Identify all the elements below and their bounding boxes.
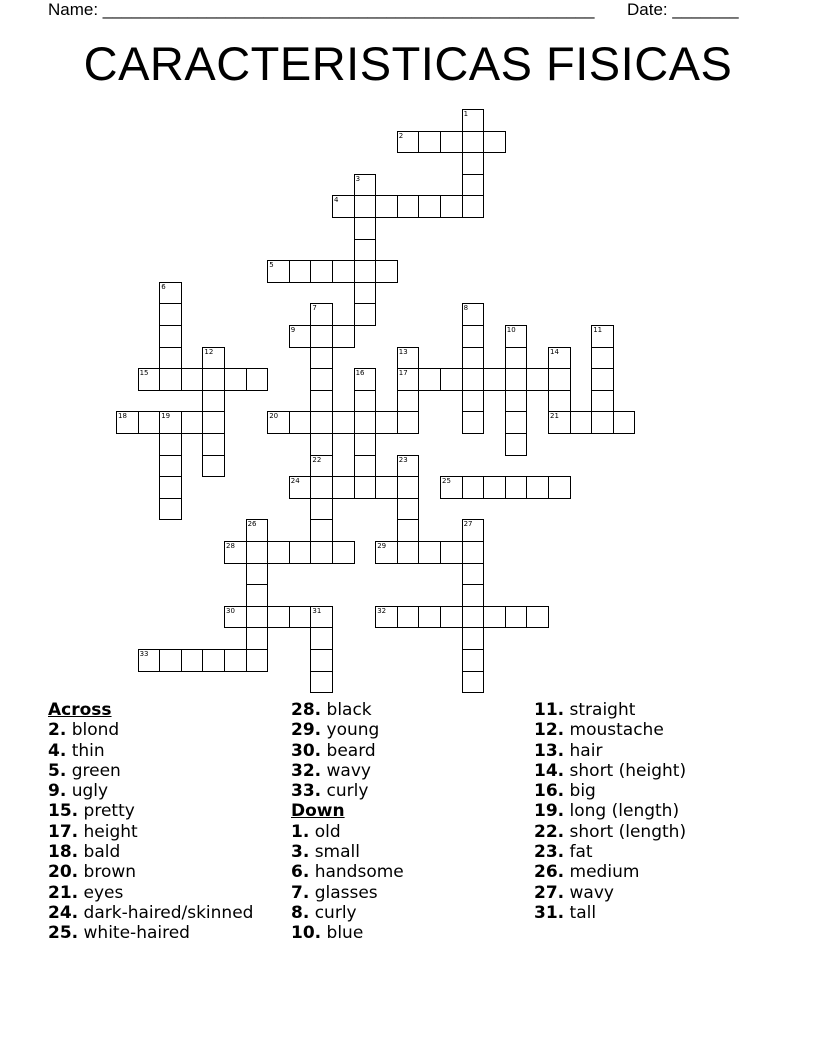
- grid-cell[interactable]: [440, 606, 463, 629]
- clue-number: 28: [226, 542, 235, 550]
- clue-number: 20: [269, 412, 279, 421]
- grid-cell[interactable]: [354, 476, 377, 499]
- grid-cell[interactable]: [462, 152, 485, 175]
- grid-cell[interactable]: [246, 541, 269, 564]
- grid-cell[interactable]: [462, 627, 485, 650]
- clue-down-31: 31. tall: [534, 902, 597, 923]
- grid-cell[interactable]: [202, 368, 225, 391]
- clue-across-2: 2. blond: [48, 720, 120, 741]
- grid-cell[interactable]: [418, 195, 441, 218]
- grid-cell[interactable]: [505, 433, 528, 456]
- clue-number: 17: [398, 369, 408, 378]
- clue-number: 26: [247, 520, 257, 529]
- grid-cell[interactable]: [354, 260, 377, 283]
- grid-cell[interactable]: [310, 606, 333, 629]
- clue-down-19: 19. long (length): [534, 801, 680, 822]
- grid-cell[interactable]: [526, 368, 549, 391]
- grid-cell[interactable]: [310, 455, 333, 478]
- clue-number: 9: [290, 326, 296, 334]
- clue-down-8: 8. curly: [291, 902, 357, 923]
- grid-cell[interactable]: [462, 563, 485, 586]
- clue-down-6: 6. handsome: [291, 862, 404, 883]
- grid-cell[interactable]: [591, 325, 614, 348]
- clue-column-3: [534, 700, 686, 923]
- grid-cell[interactable]: [440, 476, 463, 499]
- grid-cell[interactable]: [548, 411, 571, 434]
- grid-cell[interactable]: [202, 390, 225, 413]
- clue-number: 21: [550, 412, 559, 421]
- grid-cell[interactable]: [397, 411, 420, 434]
- clue-across-21: 21. eyes: [48, 882, 124, 903]
- grid-cell[interactable]: [375, 476, 398, 499]
- grid-cell[interactable]: [462, 131, 485, 154]
- grid-cell[interactable]: [310, 433, 333, 456]
- grid-cell[interactable]: [462, 606, 485, 629]
- grid-cell[interactable]: [505, 390, 528, 413]
- name-line: Name: ____________________________________________________: [48, 0, 595, 19]
- grid-cell[interactable]: [375, 606, 398, 629]
- clue-number: 8: [463, 304, 469, 313]
- grid-cell[interactable]: [310, 368, 333, 391]
- grid-cell[interactable]: [224, 368, 247, 391]
- grid-cell[interactable]: [159, 282, 182, 305]
- clue-across-17: 17. height: [48, 821, 138, 842]
- grid-cell[interactable]: [440, 368, 463, 391]
- grid-cell[interactable]: [354, 239, 377, 262]
- grid-cell[interactable]: [267, 606, 290, 629]
- grid-cell[interactable]: [591, 368, 614, 391]
- grid-cell[interactable]: [310, 498, 333, 521]
- grid-cell[interactable]: [397, 195, 420, 218]
- grid-cell[interactable]: [397, 368, 420, 391]
- grid-cell[interactable]: [526, 606, 549, 629]
- grid-cell[interactable]: [462, 476, 485, 499]
- grid-cell[interactable]: [462, 390, 485, 413]
- clue-number: 6: [161, 282, 166, 291]
- grid-cell[interactable]: [138, 411, 161, 434]
- grid-cell[interactable]: [505, 606, 528, 629]
- grid-cell[interactable]: [375, 195, 398, 218]
- grid-cell[interactable]: [462, 519, 485, 542]
- clue-number: 7: [312, 304, 317, 313]
- grid-cell[interactable]: [440, 131, 463, 154]
- across-heading: Across: [48, 700, 112, 720]
- grid-cell[interactable]: [354, 455, 377, 478]
- grid-cell[interactable]: [332, 411, 355, 434]
- clue-across-29: 29. young: [291, 720, 380, 741]
- clue-across-5: 5. green: [48, 760, 121, 781]
- grid-cell[interactable]: [246, 519, 269, 542]
- grid-cell[interactable]: [159, 649, 182, 672]
- grid-cell[interactable]: [418, 541, 441, 564]
- grid-cell[interactable]: [397, 541, 420, 564]
- grid-cell[interactable]: [483, 476, 506, 499]
- grid-cell[interactable]: [397, 347, 420, 370]
- grid-cell[interactable]: [332, 195, 355, 218]
- clue-number: 31: [312, 606, 322, 615]
- clue-across-28: 28. black: [291, 700, 372, 720]
- grid-cell[interactable]: [159, 476, 182, 499]
- grid-cell[interactable]: [181, 649, 204, 672]
- clue-down-11: 11. straight: [534, 700, 636, 720]
- grid-cell[interactable]: [202, 455, 225, 478]
- grid-cell[interactable]: [159, 368, 182, 391]
- grid-cell[interactable]: [246, 563, 269, 586]
- clue-across-15: 15. pretty: [48, 801, 135, 822]
- clue-column-1: [48, 700, 253, 944]
- clue-down-12: 12. moustache: [534, 720, 664, 741]
- grid-cell[interactable]: [310, 519, 333, 542]
- clue-across-32: 32. wavy: [291, 760, 371, 781]
- clue-number: 30: [226, 606, 235, 615]
- clue-number: 4: [334, 196, 339, 205]
- grid-cell[interactable]: [159, 455, 182, 478]
- grid-cell[interactable]: [181, 411, 204, 434]
- grid-cell[interactable]: [462, 174, 485, 197]
- grid-cell[interactable]: [332, 541, 355, 564]
- grid-cell[interactable]: [375, 260, 398, 283]
- grid-cell[interactable]: [505, 325, 528, 348]
- grid-cell[interactable]: [354, 174, 377, 197]
- clue-number: 15: [139, 369, 149, 378]
- clue-number: 32: [377, 606, 387, 615]
- grid-cell[interactable]: [505, 347, 528, 370]
- clue-down-7: 7. glasses: [291, 882, 378, 903]
- grid-cell[interactable]: [310, 390, 333, 413]
- grid-cell[interactable]: [483, 131, 506, 154]
- grid-cell[interactable]: [397, 498, 420, 521]
- grid-cell[interactable]: [462, 541, 485, 564]
- clue-down-27: 27. wavy: [534, 882, 614, 903]
- grid-cell[interactable]: [591, 411, 614, 434]
- clue-number: 11: [593, 326, 603, 334]
- grid-cell[interactable]: [505, 411, 528, 434]
- grid-cell[interactable]: [548, 368, 571, 391]
- clue-across-18: 18. bald: [48, 842, 121, 863]
- clue-number: 19: [161, 412, 171, 421]
- grid-cell[interactable]: [440, 541, 463, 564]
- grid-cell[interactable]: [462, 584, 485, 607]
- clue-number: 18: [118, 412, 127, 421]
- grid-cell[interactable]: [397, 476, 420, 499]
- grid-cell[interactable]: [462, 649, 485, 672]
- grid-cell[interactable]: [289, 476, 312, 499]
- grid-cell[interactable]: [310, 671, 333, 694]
- grid-cell[interactable]: [332, 476, 355, 499]
- clue-down-3: 3. small: [291, 842, 360, 863]
- clue-number: 16: [355, 369, 365, 378]
- grid-cell[interactable]: [202, 411, 225, 434]
- grid-cell[interactable]: [375, 541, 398, 564]
- clue-number: 5: [269, 261, 274, 270]
- grid-cell[interactable]: [310, 627, 333, 650]
- grid-cell[interactable]: [462, 411, 485, 434]
- clue-column-2: [291, 700, 404, 944]
- date-line: Date: _______: [627, 0, 739, 19]
- grid-cell[interactable]: [289, 606, 312, 629]
- grid-cell[interactable]: [246, 584, 269, 607]
- grid-cell[interactable]: [462, 303, 485, 326]
- grid-cell[interactable]: [202, 433, 225, 456]
- clue-across-25: 25. white-haired: [48, 923, 190, 944]
- clue-down-23: 23. fat: [534, 842, 593, 863]
- grid-cell[interactable]: [354, 368, 377, 391]
- grid-cell[interactable]: [310, 260, 333, 283]
- grid-cell[interactable]: [310, 347, 333, 370]
- page-title: CARACTERISTICAS FISICAS: [83, 37, 733, 90]
- grid-cell[interactable]: [310, 303, 333, 326]
- grid-cell[interactable]: [310, 541, 333, 564]
- grid-cell[interactable]: [267, 541, 290, 564]
- grid-cell[interactable]: [246, 649, 269, 672]
- grid-cell[interactable]: [310, 649, 333, 672]
- grid-cell[interactable]: [462, 195, 485, 218]
- grid-cell[interactable]: [246, 368, 269, 391]
- down-heading: Down: [291, 801, 345, 822]
- grid-cell[interactable]: [289, 541, 312, 564]
- clue-number: 23: [398, 455, 408, 464]
- grid-cell[interactable]: [267, 260, 290, 283]
- grid-cell[interactable]: [159, 411, 182, 434]
- grid-cell[interactable]: [289, 411, 312, 434]
- clue-across-4: 4. thin: [48, 740, 105, 761]
- clue-down-14: 14. short (height): [534, 760, 687, 781]
- grid-cell[interactable]: [397, 519, 420, 542]
- grid-cell[interactable]: [526, 476, 549, 499]
- grid-cell[interactable]: [289, 260, 312, 283]
- grid-cell[interactable]: [246, 606, 269, 629]
- clue-down-13: 13. hair: [534, 740, 603, 761]
- grid-cell[interactable]: [246, 627, 269, 650]
- grid-cell[interactable]: [483, 606, 506, 629]
- grid-cell[interactable]: [159, 433, 182, 456]
- grid-cell[interactable]: [332, 325, 355, 348]
- clue-down-26: 26. medium: [534, 862, 640, 883]
- grid-cell[interactable]: [224, 541, 247, 564]
- grid-cell[interactable]: [224, 649, 247, 672]
- grid-cell[interactable]: [354, 303, 377, 326]
- clue-number: 24: [290, 477, 300, 486]
- grid-cell[interactable]: [591, 390, 614, 413]
- grid-cell[interactable]: [483, 368, 506, 391]
- clue-number: 25: [442, 477, 451, 486]
- grid-cell[interactable]: [354, 282, 377, 305]
- grid-cell[interactable]: [418, 606, 441, 629]
- clue-number: 3: [355, 174, 361, 183]
- grid-cell[interactable]: [570, 411, 593, 434]
- grid-cell[interactable]: [116, 411, 139, 434]
- grid-cell[interactable]: [548, 390, 571, 413]
- clue-across-24: 24. dark-haired/skinned: [48, 902, 254, 923]
- grid-cell[interactable]: [159, 325, 182, 348]
- grid-cell[interactable]: [462, 109, 485, 132]
- grid-cell[interactable]: [613, 411, 636, 434]
- clue-number: 13: [398, 347, 408, 356]
- grid-cell[interactable]: [397, 131, 420, 154]
- clue-number: 14: [550, 347, 559, 356]
- grid-cell[interactable]: [310, 325, 333, 348]
- clue-number: 29: [377, 542, 387, 550]
- clue-across-30: 30. beard: [291, 740, 376, 761]
- clue-number: 1: [463, 110, 469, 118]
- grid-cell[interactable]: [354, 217, 377, 240]
- grid-cell[interactable]: [224, 606, 247, 629]
- grid-cell[interactable]: [505, 476, 528, 499]
- grid-cell[interactable]: [375, 411, 398, 434]
- grid-cell[interactable]: [440, 195, 463, 218]
- clue-number: 27: [463, 520, 473, 529]
- grid-cell[interactable]: [418, 368, 441, 391]
- grid-cell[interactable]: [310, 476, 333, 499]
- grid-cell[interactable]: [267, 411, 290, 434]
- grid-cell[interactable]: [462, 368, 485, 391]
- clue-number: 2: [398, 131, 404, 140]
- grid-cell[interactable]: [159, 498, 182, 521]
- clue-number: 22: [312, 455, 322, 464]
- grid-cell[interactable]: [332, 260, 355, 283]
- grid-cell[interactable]: [397, 390, 420, 413]
- grid-cell[interactable]: [462, 325, 485, 348]
- clue-down-1: 1. old: [291, 821, 341, 842]
- grid-cell[interactable]: [289, 325, 312, 348]
- clue-down-10: 10. blue: [291, 923, 364, 944]
- grid-cell[interactable]: [354, 195, 377, 218]
- clue-across-20: 20. brown: [48, 862, 137, 883]
- clue-number: 10: [506, 326, 516, 334]
- grid-cell[interactable]: [418, 131, 441, 154]
- grid-cell[interactable]: [354, 390, 377, 413]
- grid-cell[interactable]: [310, 411, 333, 434]
- clue-across-33: 33. curly: [291, 781, 369, 802]
- grid-cell[interactable]: [505, 368, 528, 391]
- grid-cell[interactable]: [397, 455, 420, 478]
- grid-cell[interactable]: [159, 347, 182, 370]
- grid-cell[interactable]: [354, 433, 377, 456]
- grid-cell[interactable]: [548, 476, 571, 499]
- grid-cell[interactable]: [397, 606, 420, 629]
- grid-cell[interactable]: [462, 347, 485, 370]
- grid-cell[interactable]: [202, 347, 225, 370]
- grid-cell[interactable]: [181, 368, 204, 391]
- clue-number: 12: [204, 347, 214, 356]
- grid-cell[interactable]: [202, 649, 225, 672]
- grid-cell[interactable]: [462, 671, 485, 694]
- grid-cell[interactable]: [138, 649, 161, 672]
- grid-cell[interactable]: [354, 411, 377, 434]
- clue-down-16: 16. big: [534, 781, 596, 802]
- grid-cell[interactable]: [138, 368, 161, 391]
- clue-down-22: 22. short (length): [534, 821, 687, 842]
- clue-number: 33: [139, 650, 149, 658]
- grid-cell[interactable]: [591, 347, 614, 370]
- grid-cell[interactable]: [548, 347, 571, 370]
- grid-cell[interactable]: [159, 303, 182, 326]
- clue-across-9: 9. ugly: [48, 781, 109, 802]
